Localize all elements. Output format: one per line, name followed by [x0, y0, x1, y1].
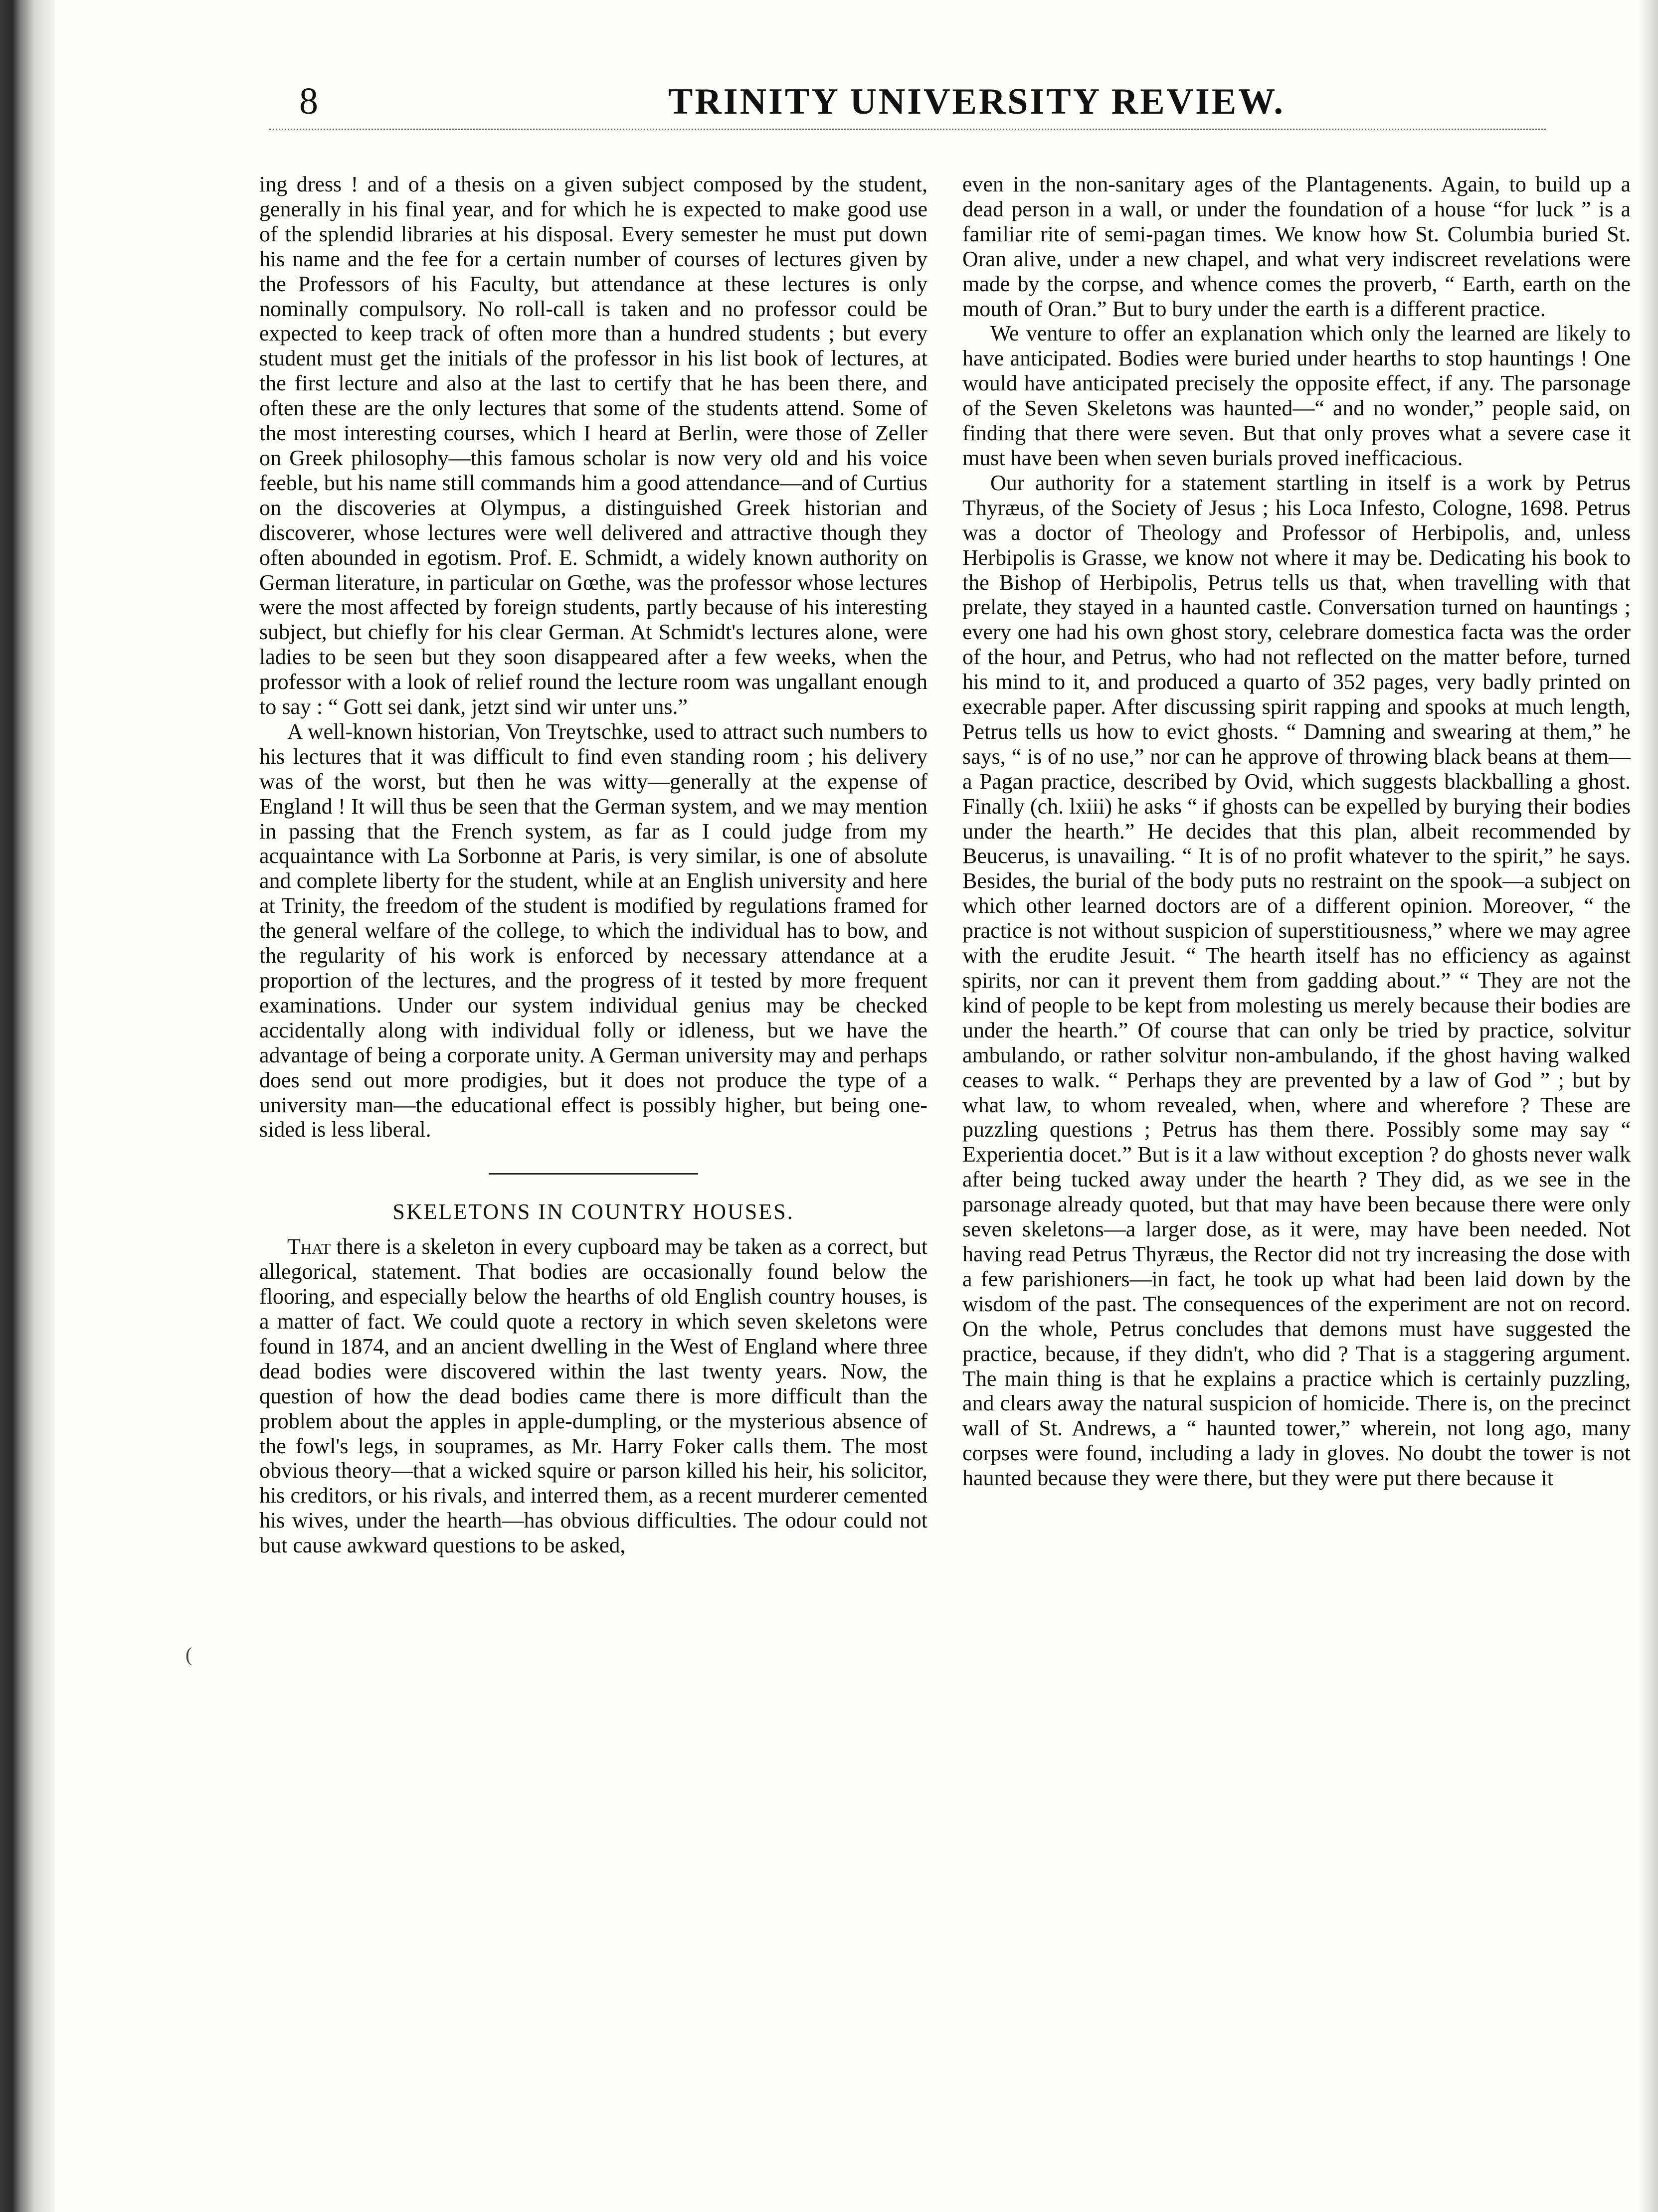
left-column: [259, 172, 927, 1558]
paragraph: even in the non-sanitary ages of the Plantagenents. Again, to build up a dead person in a wall, or under the foundation of a house “for luck ” is a familiar rite of semi-pagan times. We know how St. Columbia buried St. Oran alive, under a new chapel, and what very indiscreet revelations were made by the corpse, and whence comes the proverb, “ Earth, earth on the mouth of Oran.” But to bury under the earth is a different practice.: [962, 172, 1631, 321]
paragraph: We venture to offer an explanation which only the learned are likely to have anticipated. Bodies were buried under hearths to stop hauntings ! One would have anticipated precisely the opposite effect, if any. The parsonage of the Seven Skeletons was haunted—“ and no wonder,” people said, on finding that there were seven. But that only proves what a severe case it must have been when seven burials proved inefficacious.: [962, 321, 1631, 470]
page-number: 8: [299, 80, 318, 122]
binding-shadow: [0, 0, 55, 2212]
section-paragraph-text: there is a skeleton in every cupboard may be taken as a correct, but allegorical, statement. That bodies are occasionally found below the flooring, and especially below the hearths of old English country houses, is a matter of fact. We could quote a rectory in which seven skeletons were found in 1874, and an ancient dwelling in the West of England where three dead bodies were discovered within the last twenty years. Now, the question of how the dead bodies came there is more difficult than the problem about the apples in apple-dumpling, or the mysterious absence of the fowl's legs, in souprames, as Mr. Harry Foker calls them. The most obvious theory—that a wicked squire or parson killed his heir, his solicitor, his creditors, or his rivals, and interred them, as a recent murderer cemented his wives, under the hearth—has obvious difficulties. The odour could not but cause awkward questions to be asked,: [259, 1234, 927, 1558]
section-paragraph: [259, 1234, 927, 1558]
section-heading: SKELETONS IN COUNTRY HOUSES.: [392, 1199, 794, 1224]
paragraph: Our authority for a statement startling in itself is a work by Petrus Thyræus, of the Society of Jesus ; his Loca Infesto, Cologne, 1698. Petrus was a doctor of Theology and Professor of Herbipolis, and, unless Herbipolis is Grasse, we know not where it may be. Dedicating his book to the Bishop of Herbipolis, Petrus tells us that, when travelling with that prelate, they stayed in a haunted castle. Conversation turned on hauntings ; every one had his own ghost story, celebrare domestica facta was the order of the hour, and Petrus, who had not reflected on the matter before, turned his mind to it, and produced a quarto of 352 pages, very badly printed on execrable paper. After discussing spirit rapping and spooks at much length, Petrus tells us how to evict ghosts. “ Damning and swearing at them,” he says, “ is of no use,” nor can he approve of throwing black beans at them—a Pagan practice, described by Ovid, which suggests blackballing a ghost. Finally (ch. lxiii) he asks “ if ghosts can be expelled by burying their bodies under the hearth.” He decides that this plan, albeit recommended by Beucerus, is unavailing. “ It is of no profit whatever to the spirit,” he says. Besides, the burial of the body puts no restraint on the spook—a subject on which other learned doctors are of a different opinion. Moreover, “ the practice is not without suspicion of superstitiousness,” where we may agree with the erudite Jesuit. “ The hearth itself has no efficiency as against spirits, nor can it prevent them from gadding about.” “ They are not the kind of people to be kept from molesting us merely because their bodies are under the hearth.” Of course that can only be tried by practice, solvitur ambulando, or rather solvitur non-ambulando, if the ghost having walked ceases to walk. “ Perhaps they are prevented by a law of God ” ; but by what law, to whom revealed, when, where and wherefore ? These are puzzling questions ; Petrus has them there. Possibly some may say “ Experientia docet.” But is it a law without exception ? do ghosts never walk after being tucked away under the hearth ? They did, as we see in the parsonage already quoted, but that may have been because there were only seven skeletons—a larger dose, as it were, may have been needed. Not having read Petrus Thyræus, the Rector did not try increasing the dose with a few parishioners—in fact, he took up what had been laid down by the wisdom of the past. The consequences of the experiment are not on record. On the whole, Petrus concludes that demons must have suggested the practice, because, if they didn't, who did ? That is a staggering argument. The main thing is that he explains a practice which is certainly puzzling, and clears away the natural suspicion of homicide. There is, on the precinct wall of St. Andrews, a “ haunted tower,” wherein, not long ago, many corpses were found, including a lady in gloves. No doubt the tower is not haunted because they were there, but they were put there because it: [962, 470, 1631, 1491]
header-rule: [269, 129, 1546, 130]
paragraph: ing dress ! and of a thesis on a given subject composed by the student, generally in his final year, and for which he is expected to make good use of the splendid libraries at his disposal. Every semester he must put down his name and the fee for a certain number of courses of lectures given by the Professors of his Faculty, but attendance at these lectures is only nominally compulsory. No roll-call is taken and no professor could be expected to keep track of often more than a hundred students ; but every student must get the initials of the professor in his list book of lectures, at the first lecture and also at the last to certify that he has been there, and often these are the only lectures that some of the students attend. Some of the most interesting courses, which I heard at Berlin, were those of Zeller on Greek philosophy—this famous scholar is now very old and his voice feeble, but his name still commands him a good attendance—and of Curtius on the discoveries at Olympus, a distinguished Greek historian and discoverer, whose lectures were well delivered and attractive though they often abounded in egotism. Prof. E. Schmidt, a widely known authority on German literature, in particular on Gœthe, was the professor whose lectures were the most affected by foreign students, partly because of his interesting subject, but chiefly for his clear German. At Schmidt's lectures alone, were ladies to be seen but they soon disappeared after a few weeks, when the professor with a look of relief round the lecture room was ungallant enough to say : “ Gott sei dank, jetzt sind wir unter uns.”: [259, 172, 927, 719]
running-title: TRINITY UNIVERSITY REVIEW.: [668, 81, 1285, 122]
section-lead-word: That: [287, 1234, 331, 1259]
right-column: [962, 172, 1631, 1491]
paragraph: A well-known historian, Von Treytschke, used to attract such numbers to his lectures that it was difficult to find even standing room ; his delivery was of the worst, but then he was witty—generally at the expense of England ! It will thus be seen that the German system, and we may mention in passing that the French system, as far as I could judge from my acquaintance with La Sorbonne at Paris, is very similar, is one of absolute and complete liberty for the student, while at an English university and here at Trinity, the freedom of the student is modified by regulations framed for the general welfare of the college, to which the individual has to bow, and the regularity of his work is enforced by necessary attendance at a proportion of the lectures, and the progress of it tested by more frequent examinations. Under our system individual genius may be checked accidentally along with individual folly or idleness, but we have the advantage of being a corporate unity. A German university may and perhaps does send out more prodigies, but it does not produce the type of a university man—the educational effect is possibly higher, but being one-sided is less liberal.: [259, 719, 927, 1142]
section-divider: [489, 1173, 698, 1175]
page-header: [279, 75, 1546, 130]
margin-mark: (: [185, 1643, 192, 1666]
page-edge-shadow: [1638, 0, 1658, 2212]
